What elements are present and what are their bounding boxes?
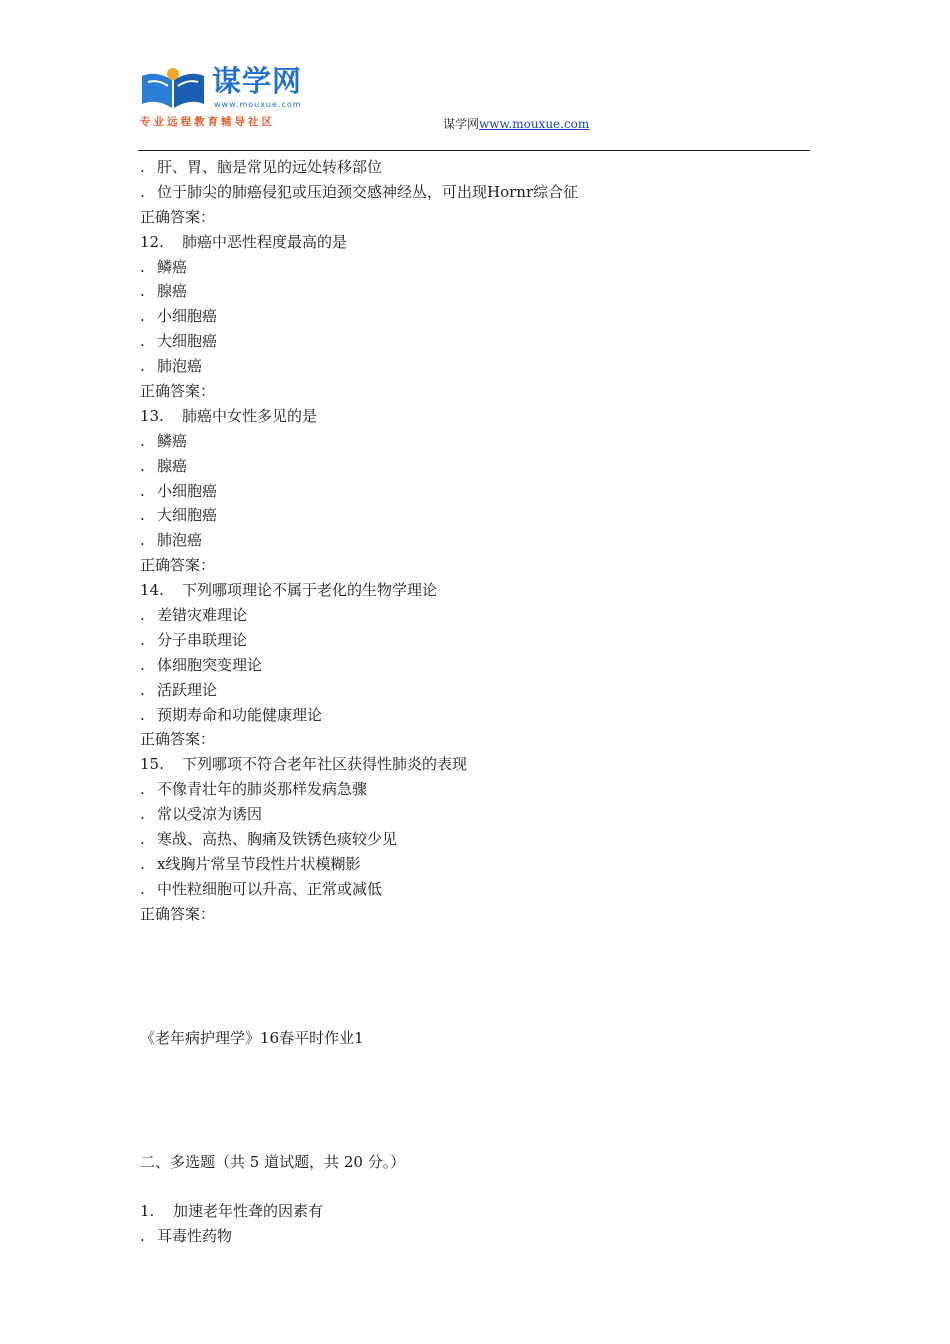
question-text: 肺癌中恶性程度最高的是: [182, 232, 348, 251]
option-text: 小细胞癌: [157, 307, 218, 326]
option-marker: .: [140, 531, 145, 550]
option-marker: .: [140, 1227, 145, 1246]
option-marker: .: [140, 780, 145, 799]
option-text: 体细胞突变理论: [157, 655, 263, 674]
option-line: [140, 255, 820, 280]
option-marker: .: [140, 332, 145, 351]
answer-label: 正确答案：: [140, 730, 216, 749]
option-text: 肺泡癌: [157, 531, 203, 550]
option-marker: .: [140, 307, 145, 326]
book-logo-icon: [138, 66, 208, 112]
option-line: [140, 802, 820, 827]
option-marker: .: [140, 830, 145, 849]
site-link[interactable]: www.mouxue.com: [479, 117, 590, 131]
option-line: [140, 678, 820, 703]
option-marker: .: [140, 630, 145, 649]
course-title: 《老年病护理学》16春平时作业1: [140, 1028, 364, 1047]
option-line: [140, 877, 820, 902]
question-line: [140, 230, 820, 255]
option-text: 腺癌: [157, 282, 188, 301]
option-line: [140, 503, 820, 528]
option-line: [140, 528, 820, 553]
option-text: 活跃理论: [157, 680, 218, 699]
page-header: [138, 62, 810, 152]
question-line: [140, 404, 820, 429]
question-number: 14.: [140, 581, 164, 600]
option-line: [140, 155, 820, 180]
option-line: [140, 603, 820, 628]
question-text: 肺癌中女性多见的是: [182, 406, 318, 425]
answer-label: 正确答案：: [140, 207, 216, 226]
logo-url: www.mouxue.com: [214, 100, 302, 109]
option-line: [140, 628, 820, 653]
option-marker: .: [140, 655, 145, 674]
question-text: 下列哪项不符合老年社区获得性肺炎的表现: [182, 755, 468, 774]
option-text: 常以受凉为诱因: [157, 805, 263, 824]
option-marker: .: [140, 879, 145, 898]
logo-name: 谋学网: [212, 64, 303, 98]
option-text: 耳毒性药物: [157, 1227, 233, 1246]
option-line: [140, 703, 820, 728]
question-number: 15.: [140, 755, 164, 774]
option-line: [140, 304, 820, 329]
option-line: [140, 329, 820, 354]
document-body: [140, 155, 820, 1249]
header-divider: [138, 150, 810, 151]
logo-slogan: 专业远程教育辅导社区: [140, 116, 275, 128]
option-marker: .: [140, 705, 145, 724]
question-number: 12.: [140, 232, 164, 251]
site-reference: [443, 115, 589, 132]
answer-label: 正确答案：: [140, 556, 216, 575]
option-marker: .: [140, 481, 145, 500]
option-text: 不像青壮年的肺炎那样发病急骤: [157, 780, 368, 799]
logo: [138, 62, 338, 132]
option-line: [140, 852, 820, 877]
question-number: 13.: [140, 406, 164, 425]
answer-label: 正确答案：: [140, 904, 216, 923]
question-text: 加速老年性聋的因素有: [173, 1202, 324, 1221]
spacer: [140, 1174, 820, 1199]
option-line: [140, 653, 820, 678]
option-text: 肝、胃、脑是常见的远处转移部位: [157, 158, 383, 176]
option-line: [140, 454, 820, 479]
option-text: 寒战、高热、胸痛及铁锈色痰较少见: [157, 830, 398, 849]
option-text: 大细胞癌: [157, 332, 218, 351]
question-line: [140, 1199, 820, 1224]
option-text: 鳞癌: [157, 431, 188, 450]
option-line: [140, 479, 820, 504]
option-line: [140, 1224, 820, 1249]
option-marker: .: [140, 158, 145, 176]
site-label: 谋学网: [443, 117, 480, 131]
question-text: 下列哪项理论不属于老化的生物学理论: [182, 581, 438, 600]
option-marker: .: [140, 182, 145, 201]
question-number: 1.: [140, 1202, 155, 1221]
section-title: 二、多选题（共 5 道试题，共 20 分。）: [140, 1152, 406, 1171]
option-text: 中性粒细胞可以升高、正常或减低: [157, 879, 383, 898]
option-line: [140, 354, 820, 379]
option-line: [140, 827, 820, 852]
option-marker: .: [140, 282, 145, 301]
option-text: 腺癌: [157, 456, 188, 475]
option-text: 小细胞癌: [157, 481, 218, 500]
option-marker: .: [140, 805, 145, 824]
option-text: 分子串联理论: [157, 630, 248, 649]
answer-label: 正确答案：: [140, 382, 216, 401]
option-line: [140, 429, 820, 454]
question-line: [140, 752, 820, 777]
option-text: 位于肺尖的肺癌侵犯或压迫颈交感神经丛，可出现Hornr综合征: [157, 182, 579, 201]
option-marker: .: [140, 431, 145, 450]
option-marker: .: [140, 456, 145, 475]
option-line: [140, 180, 820, 205]
option-text: 预期寿命和功能健康理论: [157, 705, 323, 724]
option-marker: .: [140, 680, 145, 699]
option-text: 鳞癌: [157, 257, 188, 276]
question-line: [140, 578, 820, 603]
option-text: 肺泡癌: [157, 357, 203, 376]
option-marker: .: [140, 357, 145, 376]
option-marker: .: [140, 606, 145, 625]
option-text: 大细胞癌: [157, 506, 218, 525]
option-line: [140, 279, 820, 304]
option-marker: .: [140, 257, 145, 276]
option-marker: .: [140, 506, 145, 525]
option-text: 差错灾难理论: [157, 606, 248, 625]
option-line: [140, 777, 820, 802]
option-text: x线胸片常呈节段性片状模糊影: [157, 854, 361, 873]
option-marker: .: [140, 854, 145, 873]
spacer: [140, 1051, 820, 1150]
spacer: [140, 927, 820, 1026]
